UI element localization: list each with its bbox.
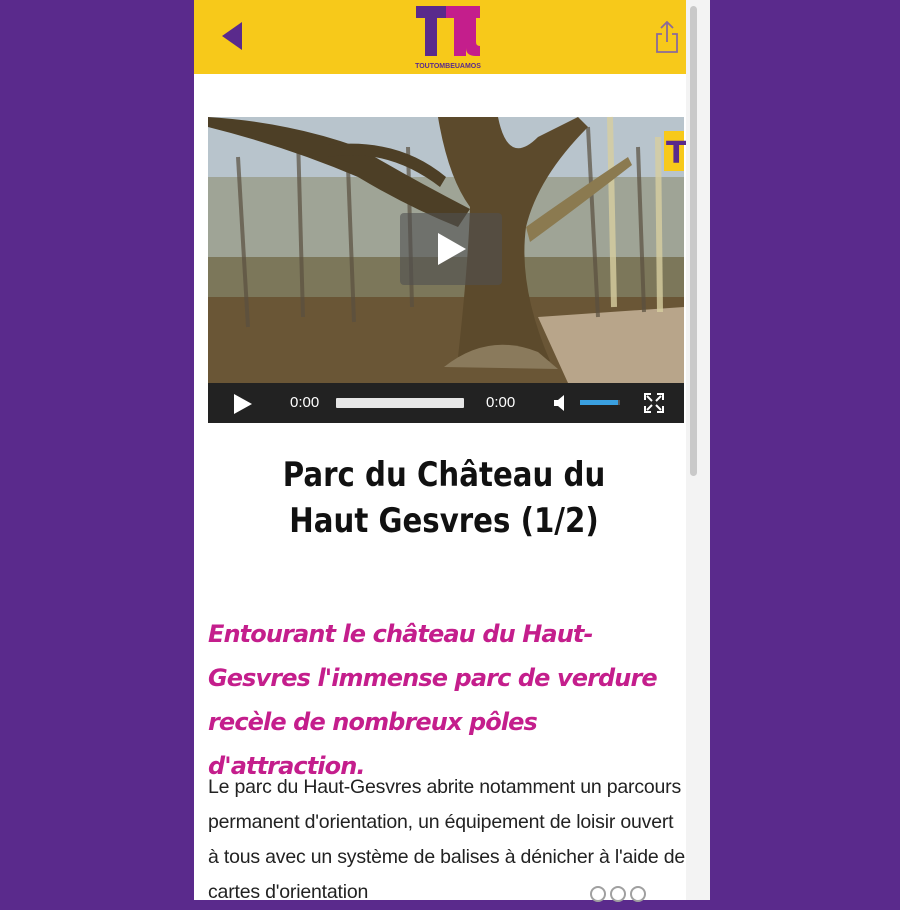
- logo-caption: TOUTOMBEUAMOS: [415, 63, 481, 70]
- volume-slider-rest: [618, 400, 620, 405]
- article-title: Parc du Château du Haut Gesvres (1/2): [282, 455, 606, 541]
- video-player[interactable]: [208, 117, 687, 423]
- duration: 0:00: [486, 394, 516, 411]
- pagination-dots: [590, 886, 650, 907]
- volume-icon[interactable]: [554, 393, 570, 413]
- seek-bar[interactable]: [336, 398, 464, 408]
- top-bar: [194, 0, 686, 74]
- article-lead: Entourant le château du Haut-Gesvres l'immense parc de verdure recèle de nombreux pôles d'attraction.: [208, 620, 657, 780]
- play-overlay-button[interactable]: [400, 213, 502, 285]
- logo-mark-icon: [414, 4, 482, 62]
- app-screen: [194, 0, 710, 903]
- play-icon[interactable]: [234, 394, 252, 414]
- video-controls: [208, 383, 684, 423]
- page-dot[interactable]: [610, 886, 626, 902]
- page-dot[interactable]: [590, 886, 606, 902]
- back-arrow-icon[interactable]: [222, 22, 242, 50]
- page-dot[interactable]: [630, 886, 646, 902]
- svg-text:T: T: [666, 136, 687, 171]
- current-time: 0:00: [290, 394, 320, 411]
- scrollbar-thumb[interactable]: [690, 6, 697, 476]
- volume-slider[interactable]: [580, 400, 618, 405]
- fullscreen-icon[interactable]: [644, 393, 664, 413]
- article-body: Le parc du Haut-Gesvres abrite notamment un parcours permanent d'orientation, un équipement de loisir ouvert à tous avec un système de balises à dénicher à l'aide de cartes d'orientation: [208, 776, 686, 903]
- share-icon[interactable]: [654, 20, 680, 54]
- app-logo: [414, 4, 482, 70]
